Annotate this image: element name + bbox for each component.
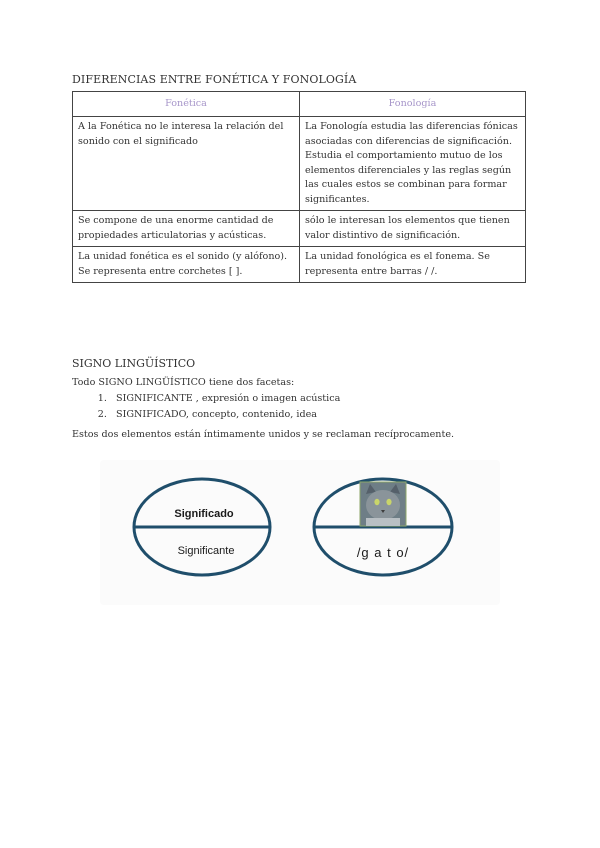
diagram-svg: [100, 460, 500, 605]
intro-text: Todo SIGNO LINGÜÍSTICO tiene dos facetas:: [72, 377, 295, 388]
table-cell: Se compone de una enorme cantidad de propiedades articulatorias y acústicas.: [73, 211, 300, 247]
facets-list: [94, 391, 340, 423]
right-ellipse-group: [314, 479, 452, 575]
left-ellipse-group: [134, 479, 270, 575]
page-title: DIFERENCIAS ENTRE FONÉTICA Y FONOLOGÍA: [72, 73, 357, 86]
significante-label: Significante: [177, 545, 235, 557]
header-fonologia: Fonología: [300, 92, 526, 117]
cat-photo-icon: [360, 482, 406, 526]
section-title: SIGNO LINGÜÍSTICO: [72, 357, 196, 370]
list-item: 2. SIGNIFICADO, concepto, contenido, idea: [110, 407, 340, 423]
closing-text: Estos dos elementos están íntimamente unidos y se reclaman recíprocamente.: [72, 429, 455, 440]
significado-label: Significado: [174, 508, 234, 520]
table-row: [73, 247, 526, 283]
header-fonetica: Fonética: [73, 92, 300, 117]
table-cell: sólo le interesan los elementos que tienen valor distintivo de significación.: [300, 211, 526, 247]
gato-label: /g a t o/: [356, 545, 410, 560]
table-cell: La unidad fonológica es el fonema. Se representa entre barras / /.: [300, 247, 526, 283]
table-cell: La Fonología estudia las diferencias fónicas asociadas con diferencias de significación. Estudia el comportamiento mutuo de los elementos diferenciales y las reglas según las cuales estos se combinan para formar significantes.: [300, 117, 526, 211]
table-row: [73, 211, 526, 247]
table-row: [73, 117, 526, 211]
sign-diagram: [100, 460, 500, 605]
comparison-table: [72, 91, 526, 283]
table-cell: A la Fonética no le interesa la relación del sonido con el significado: [73, 117, 300, 211]
table-cell: La unidad fonética es el sonido (y alófono). Se representa entre corchetes [ ].: [73, 247, 300, 283]
list-item: 1. SIGNIFICANTE , expresión o imagen acústica: [110, 391, 340, 407]
table-header-row: [73, 92, 526, 117]
